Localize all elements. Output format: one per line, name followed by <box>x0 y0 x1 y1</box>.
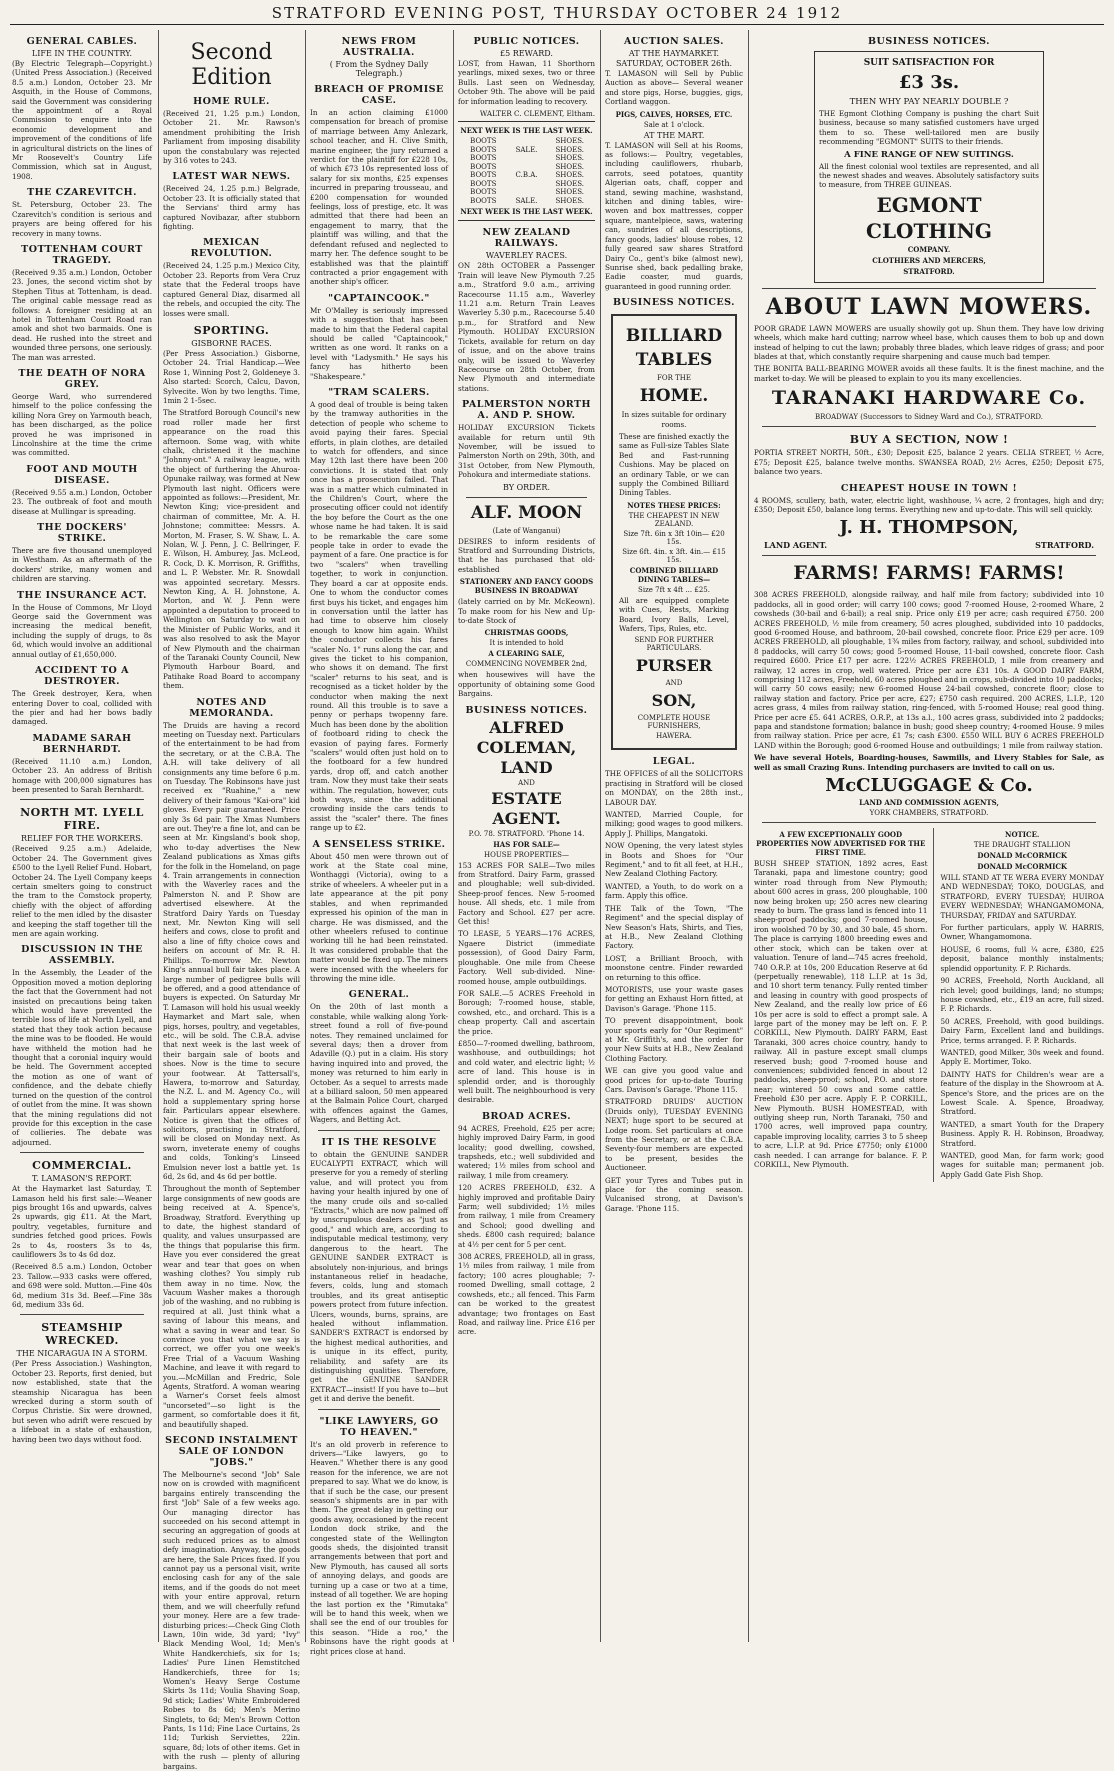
cba-cell: BOOTS <box>470 179 497 188</box>
cba-cell: SALE. <box>515 145 538 154</box>
masthead: STRATFORD EVENING POST, THURSDAY OCTOBER 24 1912 <box>271 4 843 22</box>
headline: ACCIDENT TO A DESTROYER. <box>35 665 129 688</box>
article-text: (Received 9.35 a.m.) London, October 23. Jones, the second victim shot by Stephen Titus at Tottenham, is dead. The original cable message read as follows: A foreigner residing at an hotel in Tottenham Court Road ran amok and shot two barmaids. One is dead. He rushed into the street and wounded three persons, one seriously. The man was arrested. <box>12 267 152 362</box>
lawn-mowers-title: ABOUT LAWN MOWERS. <box>765 293 1093 320</box>
coleman-title: AGENT. <box>492 808 561 828</box>
headline: GENERAL. <box>348 989 410 1001</box>
column-rule <box>305 30 306 1642</box>
headline: THE CZAREVITCH. <box>27 187 137 199</box>
classified-text: HOUSE, 6 rooms, full ¼ acre, £380, £25 deposit, balance monthly instalments; splendid opportunity. F. P. Richards. <box>940 944 1104 973</box>
advert-text: DESIRES to inform residents of Stratford and Surrounding Districts, that he has purchased that old-established <box>458 536 595 574</box>
article-text: St. Petersburg, October 23. The Czarevitch's condition is serious and prayers are being offered for his recovery in many towns. <box>12 200 152 238</box>
headline: MADAME SARAH BERNHARDT. <box>32 732 132 755</box>
article-text: (Received 11.10 a.m.) London, October 23. An address of British homage with 200,000 signatures has been presented to Sarah Bernhardt. <box>12 756 152 794</box>
reward-title: £5 REWARD. <box>500 49 553 58</box>
farms-title: FARMS! FARMS! FARMS! <box>793 562 1065 585</box>
mccluggage-name: McCLUGGAGE & Co. <box>825 775 1033 797</box>
article-text: Throughout the month of September large consignments of new goods are being received at A. Spence's, Broadway, Stratford. Everything up to date, the highest standard of quality, and values unsurpassed are the things that popularise this firm. Have you ever considered the great wear and tear that goes on when washing clothes? You simply rub them away in no time. Now, the Vacuum Washer makes a thorough job of the washing, and no rubbing is required at all. Just think what a saving of labour this means, and what a saving in wear and tear. So convince you that what we say is correct, we offer you one week's Free Trial of a Vacuum Washing Machine, and leave it with regard to you.—McMillan and Fredric, Sole Agents, Stratford. A woman wearing a Warner's Corset feels almost "uncorseted"—so light is the garment, so comfortable does it fit, and beautifully shaped. <box>163 1184 300 1429</box>
purser-town: HAWERA. <box>656 732 692 741</box>
cba-cell: BOOTS <box>470 171 497 180</box>
billiard-prices-head: NOTES THESE PRICES: <box>627 500 721 510</box>
divider <box>318 1130 440 1131</box>
coleman-title: ESTATE <box>491 788 562 808</box>
cba-banner: NEXT WEEK IS THE LAST WEEK. <box>460 207 593 217</box>
article-text: (By Electric Telegraph—Copyright.) (United Press Association.) (Received 8.5 a.m.) London, October 23. Mr Asquith, in the House of Commons, said the Government was considering the appointment of a Royal Commission to enquire into the economic development and improvement of the conditions of life in agricultural districts on the lines of Mr Roosevelt's Country Life Commission, which sat in August, 1908. <box>12 59 152 181</box>
egmont-advert <box>814 51 1044 283</box>
subheadline: ( From the Sydney Daily Telegraph.) <box>329 60 429 78</box>
article-text: The Stratford Borough Council's new road roller made her first appearance on the road this afternoon. Some wag, with white chalk, christened it the machine "Johnny-ont." A railway league, with the object of furthering the Ahuroa-Opunake railway, was formed at New Plymouth last night. Officers were appointed as follows:—President, Mr. Newton King; vice-president and chairman of committee, Mr. A. H. Johnstone; committee: Messrs. A. Morton, M. Fraser, S. W. Shaw, L. A. Nolan, W. J. Penn, J. C. Bellringer, F. E. Wilson, H. Amburey, Jas. McLeod, R. Cock, D. K. Morrison, R. Griffiths, and L. P. Webster. Mr. R. Snowdall was appointed secretary. Messrs. Newton King, A. H. Johnstone, A. Morton, and W. J. Penn were appointed a deputation to proceed to Wellington on Saturday to wait on the Minister of Public Works, and it was also resolved to ask the Mayor of New Plymouth and the chairman of the Taranaki County Council, New Plymouth Harbour Board, and Patihake Road Board to accompany them. <box>163 408 300 691</box>
listing-text: 120 ACRES FREEHOLD, £32. A highly improved and profitable Dairy Farm; well subdivided; 1½ miles from railway, 1 mile from Creamery and School; good dwelling and sheds. £800 cash required; balance at 4½ per cent for 5 per cent. <box>458 1183 595 1249</box>
subheadline: AT THE HAYMARKET. <box>628 49 720 58</box>
article-text: In the House of Commons, Mr Lloyd George said the Government was increasing the medical benefit, including the supply of drugs, to 8s 6d, which would involve an additional annual outlay of £1,650,000. <box>12 602 152 659</box>
advert-text: It is intended to hold <box>489 639 564 648</box>
section-head: AUCTION SALES. <box>624 36 724 47</box>
taranaki-hardware-name: TARANAKI HARDWARE Co. <box>771 387 1087 410</box>
article-text: In the Assembly, the Leader of the Opposition moved a motion deploring the fact that the Government had not insisted on precautions being taken which would have prevented the terrible loss of life at North Lyell, and stated that they took action because the mine was to be flooded. He would have withheld the motion had he thought that a coronial inquiry would be held. The Government accepted the motion as one of want of confidence, and the debate chiefly turned on the question of the control of outlet from the mine. It was shown that the mining regulations did not provide for this exception in the case of collieries. The debate was adjourned. <box>12 968 152 1147</box>
thompson-name: J. H. THOMPSON, <box>839 517 1019 539</box>
thompson-role: LAND AGENT. <box>764 540 828 551</box>
headline: GENERAL CABLES. <box>26 36 138 47</box>
article-text: At the Haymarket last Saturday, T. Lamason held his first sale:—Weaner pigs brought 16s and upwards, calves 2s upwards, gig £11. At the Mart, poultry, vegetables, furniture and sundries fetched good prices. Fowls 2s to 4s, roosters 3s to 4s, cauliflowers 3s to 4s 6d doz. <box>12 1184 152 1259</box>
subheadline: WAVERLEY RACES. <box>485 251 568 261</box>
cba-cell <box>505 154 548 163</box>
stallion-text: For further particulars, apply W. HARRIS, Owner, Whangamomona. <box>940 923 1104 942</box>
advert-emphasis: A CLEARING SALE, <box>488 649 565 659</box>
egmont-lead: SUIT SATISFACTION FOR <box>863 58 995 68</box>
column-rule <box>748 30 749 1642</box>
cba-cell: SHOES. <box>555 137 584 146</box>
cba-cell: SHOES. <box>555 188 584 197</box>
billiard-text: All are equipped complete with Cues, Rests, Marking Board, Ivory Balls, Level, Wafers, Tips, Rules, etc. <box>619 595 729 633</box>
egmont-town: STRATFORD. <box>903 266 955 276</box>
billiard-advert <box>611 314 737 750</box>
auction-emphasis: PIGS, CALVES, HORSES, ETC. <box>615 109 733 119</box>
egmont-range: A FINE RANGE OF NEW SUITINGS. <box>844 149 1014 160</box>
divider <box>318 1409 440 1410</box>
headline: HOME RULE. <box>193 96 270 107</box>
listing-text: 153 ACRES FOR SALE—Two miles from Stratford. Dairy Farm, grassed and ploughable; well sub-divided. Sheep-proof fences. New 5-roomed house. All sheds, etc. 1 mile from Factory and School. £27 per acre. Get this! <box>458 860 595 927</box>
purser-sub: COMPLETE HOUSE FURNISHERS, <box>637 714 711 731</box>
notice-text: LOST, a Brilliant Brooch, with moonstone centre. Finder rewarded on returning to this office. <box>605 953 743 982</box>
headline: PALMERSTON NORTH A. AND P. SHOW. <box>461 399 592 422</box>
article-text: (Per Press Association.) Washington, October 23. Reports, first denied, but now established, state that the steamship Nicaragua has been wrecked during a storm south of Corpus Christie. Six were drowned, but seven who adrift were rescued by a lifeboat in a state of exhaustion, having been two days without food. <box>12 1359 152 1444</box>
classified-text: 50 ACRES, Freehold, with good buildings. Dairy Farm, Excellent land and buildings. Price, terms arranged. F. P. Richards. <box>940 1016 1104 1045</box>
cba-row <box>458 171 595 180</box>
stallion-notices <box>940 828 1104 1182</box>
edition-title: Second Edition <box>190 40 273 90</box>
cba-row <box>458 180 595 189</box>
column-rule <box>600 30 601 1642</box>
divider <box>762 426 1096 427</box>
article-text: There are five thousand unemployed in Westham. As an aftermath of the dockers' strike, many women and children are starving. <box>12 546 152 584</box>
cba-banner: NEXT WEEK IS THE LAST WEEK. <box>460 126 593 136</box>
coleman-for-sale: HAS FOR SALE— <box>493 839 560 849</box>
cba-rows <box>458 137 595 205</box>
column-auction-sales <box>605 30 743 1642</box>
advert-emphasis: STATIONERY AND FANCY GOODS BUSINESS IN BROADWAY <box>459 577 594 596</box>
thompson-town: STRATFORD. <box>1035 540 1094 551</box>
notice-text: THE Talk of the Town, "The Regiment" and the special display of New Season's Hats, Shirts, and Ties, at H.B., New Zealand Clothing Factory. <box>605 903 743 951</box>
notice-text: GET your Tyres and Tubes put in place for the coming season. Vulcanised strong, at Davison's Garage. 'Phone 115. <box>605 1175 743 1213</box>
cba-row <box>458 188 595 197</box>
notice-text: WE can give you good value and good prices for up-to-date Touring Cars. Davison's Garage. 'Phone 115. <box>605 1066 743 1094</box>
corkill-head: A FEW EXCEPTIONALLY GOOD PROPERTIES NOW ADVERTISED FOR THE FIRST TIME. <box>756 830 926 858</box>
headline: THE DOCKERS' STRIKE. <box>37 522 127 545</box>
divider <box>762 288 1096 289</box>
notice-text: LOST, from Hawan, 11 Shorthorn yearlings, mixed sexes, two or three Bulls. Last seen on Wednesday, October 9th. The above will be paid for information leading to recovery. <box>458 59 595 106</box>
notice-signature: BY ORDER. <box>503 482 550 492</box>
billiard-title: FOR THE <box>657 374 691 383</box>
notice-text: STRATFORD DRUIDS' AUCTION (Druids only), TUESDAY EVENING NEXT; huge sport to be secured at Lodge room. Set particulars at once from the Secretary, or at the C.B.A. Seventy-four members are expected to be present, besides the Auctioneer. <box>605 1097 743 1173</box>
section-title: CHEAPEST HOUSE IN TOWN ! <box>840 482 1018 494</box>
masthead-rule <box>10 24 1104 25</box>
article-text: (Per Press Association.) Gisborne, October 24. Trial Handicap.—Wee Rose 1, Winning Post 2, Goldeneye 3. Also started: Scorch, Calcu, Davon, Sylvecite. Won by two lengths. Time, 1min 2 1-5sec. <box>163 348 300 405</box>
column-rule <box>158 30 159 1642</box>
classified-text: WANTED, good Man, for farm work; good wages for suitable man; permanent job. Apply Gadd Gate Fish Shop. <box>940 1151 1104 1179</box>
corkill-text: BUSH SHEEP STATION, 1892 acres, East Taranaki, papa and limestone country; good winter road through from New Plymouth; about 600 acres in grass, 200 ploughable, 100 now being broken up; 250 acres new clearing ready to burn. The grass land is fenced into 11 sheep-proof paddocks; good 7-roomed house, iron woolshed 70 by 30, and 30 bale, 45 shorn. The place is carrying 1800 breeding ewes and other stock, which can be taken over at valuation. Tenure of land—745 acres freehold, 740 O.R.P. at 10s, 200 Education Reserve at 6d (perpetually renewable), 118 L.I.P. at 1s 3d, and 10 short term tenancy. Fully rented timber and leasing in country with good prospects of New Zealand, and the really low price of £6 10s per acre is sold to effect a prompt sale. A large part of the money may be left on. F. P. CORKILL, New Plymouth. DAIRY FARM, East Taranaki, 300 acres choice country, handy to railway. All in pasture except small clumps reserved bush; good 7-roomed house and conveniences; subdivided fenced in about 12 paddocks, sheep-proof; school, P.O. and store near; wintered 50 cows and some cattle. Freehold £30 per acre. Apply F. P. CORKILL, New Plymouth. BUSH HOMESTEAD, with outlying sheep run, North Taranaki, 750 and 1700 acres, well improved papa country, capable improving locality, carries 3 to 5 sheep to acre, L.I.P. at 9d. Price £7750; only £1000 cash needed. I can arrange for balance. F. P. CORKILL, New Plymouth. <box>754 859 928 1170</box>
coleman-properties: HOUSE PROPERTIES— <box>484 850 569 859</box>
subheadline: T. LAMASON'S REPORT. <box>32 1174 132 1184</box>
billiard-text: These are finished exactly the same as Full-size Tables Slate Bed and Fast-running Cushions. May be placed on an ordinary Table, or we can supply the Combined Billiard Dining Tables. <box>619 431 729 498</box>
cba-row <box>458 154 595 163</box>
auction-time: Sale at 1 o'clock. <box>643 120 705 129</box>
classified-text: WANTED, good Milker, 30s week and found. Apply E. Mortimer, Toko. <box>940 1047 1104 1067</box>
cba-cell: SHOES. <box>555 154 584 163</box>
farms-note: We have several Hotels, Boarding-houses, Sawmills, and Livery Stables for Sale, as well as small Crazing Runs. Intending purchasers are invited to call on us. <box>754 753 1104 772</box>
article-text: The Melbourne's second "Job" Sale now on is crowded with magnificent bargains entirely transcending the first "Job" Sale of a few weeks ago. Our managing director has succeeded on his second attempt in securing an aggregation of goods at such reduced prices as to almost defy imagination. Anyway, the goods are here, the Sale Prices fixed. If you cannot pay us a personal visit, write enclosing cash for any of the sale items, and if the goods do not meet with your entire approval, return them, and we will cheerfully refund your money. Here are a few trade-disturbing prices:—Check Ging Cloth Lawn, 10in wide, 3d yard; "Ivy" Black Mending Wool, 1d; Men's White Handkerchiefs, six for 1s; Ladies' Pure Linen Hemstitched Handkerchiefs, three for 1s; Women's Heavy Serge Costume Skirts 3s 11d; Voulia Shaving Soap, 9d stick; Ladies' White Embroidered Robes to 8s 6d; Men's Merino Singlets, to 6d; Men's Brown Cotton Pants, 1s 11d; Fine Lace Curtains, 2s 11d; Turkish Serviettes, 22in. square, 8d; lots of other items. Get in with the rush — plenty of alluring bargains. <box>163 1470 300 1771</box>
headline: THE INSURANCE ACT. <box>16 589 147 601</box>
divider <box>466 497 587 498</box>
cba-cell: BOOTS <box>470 162 497 171</box>
stallion-head: THE DRAUGHT STALLION <box>973 841 1071 850</box>
column-rule <box>933 828 934 1182</box>
column-second-edition <box>163 30 300 1771</box>
purser-title: SON, <box>651 691 697 711</box>
mccluggage-trade: LAND AND COMMISSION AGENTS, <box>859 798 999 808</box>
article-text: The Greek destroyer, Kera, when entering Dover to coal, collided with the pier and had her bows badly damaged. <box>12 689 152 727</box>
auction-text: T. LAMASON will Sell at his Rooms, as follows:— Poultry, vegetables, including cauliflowers, rhubarb, carrots, seed potatoes, quantity Algerian oats, chaff, copper and stand, sewing machine, washstand, kitchen and dining tables, wire-woven and box mattresses, copper square, mantelpiece, saws, watering can, sundries of all descriptions, fancy goods, ladies' blouse robes, 12 fully geared saw shares Stratford Dairy Co., gent's bike (almost new), Sunrise shed, back pedalling brake, Eadie coaster, mud guards, guaranteed in good running order. <box>605 140 743 291</box>
section-head: BUSINESS NOTICES. <box>613 297 735 309</box>
headline: A SENSELESS STRIKE. <box>312 838 446 850</box>
house-listing: 4 ROOMS, scullery, bath, water, electric light, washhouse, ¼ acre, 2 frontages, high and dry; £350; Deposit £50, balance long terms. Everything new and up-to-date. This will sell quickly. <box>754 495 1104 514</box>
cba-cell <box>505 163 548 172</box>
cba-cell: SHOES. <box>555 171 584 180</box>
lawn-mowers-text: POOR GRADE LAWN MOWERS are usually showily got up. Shun them. They have low driving wheels, which make hard cutting; narrow wheel base, which causes them to bob up and down instead of helping to cut the lawn; probably three blades, which leave ridges of grass; and poor blades at that, which constantly require sharpening and cause much bad temper. <box>754 323 1104 362</box>
billiard-price: Size 7ft. 6in x 3ft 10in— £20 15s. <box>623 529 725 546</box>
stallion-text: WILL STAND AT TE WERA EVERY MONDAY AND WEDNESDAY; TOKO, DOUGLAS, and STRATFORD, EVERY TUESDAY; HUIROA EVERY WEDNESDAY; WHANGAMOMONA, THURSDAY, FRIDAY and SATURDAY. <box>940 873 1104 920</box>
advert-text: It's an old proverb in reference to drivers—"Like lawyers, go to Heaven." Whether there is any good reason for the inference, we are not prepared to say. What we do know, is that if such be the case, our present season's shipments are in par with them. The great delay in getting our goods away, occasioned by the recent London dock strike, and the congested state of the Wellington goods sheds, the disjointed transit arrangements between that port and New Plymouth, has caused all sorts of annoying delays, and goods are turning up a case or two at a time, instead of all together. We are hoping the last portion ex the "Rimutaka" will be to hand this week, when we shall see the end of our troubles for this season. "Hide a roo," the Robinsons have the right goods at right prices close at hand. <box>310 1439 448 1656</box>
auction-text: T. LAMASON will Sell by Public Auction as above— Several weaner and store pigs, Horse, buggies, gigs, Cortland waggon. <box>605 69 743 107</box>
section-head: BUSINESS NOTICES. <box>465 704 588 716</box>
cba-cell: BOOTS <box>470 188 497 197</box>
divider <box>762 555 1096 556</box>
listing-text: TO LEASE, 5 YEARS—176 ACRES, Ngaere District (immediate possession), of Good Dairy Farm, ploughable. One mile from Cheese Factory. Well sub-divided. Nine-roomed house, ample outbuildings. <box>458 929 595 986</box>
cba-cell: SHOES. <box>555 179 584 188</box>
egmont-company: COMPANY. <box>907 244 951 254</box>
headline: NOTES AND MEMORANDA. <box>189 696 274 719</box>
bottom-split <box>754 828 1104 1182</box>
column-news-from-australia <box>310 30 448 1656</box>
column-general-cables <box>12 30 152 1642</box>
headline: "CAPTAINCOOK." <box>328 292 430 304</box>
notice-text: MOTORISTS, use your waste gases for getting an Exhaust Horn fitted, at Davison's Garage. 'Phone 115. <box>605 984 743 1013</box>
headline: "LIKE LAWYERS, GO TO HEAVEN." <box>319 1415 439 1438</box>
notice-text: WANTED, a Youth, to do work on a farm. Apply this office. <box>605 881 743 901</box>
column-public-notices <box>458 30 595 1642</box>
coleman-title: LAND <box>500 757 553 777</box>
cba-cell: BOOTS <box>470 137 497 146</box>
cba-cell: BOOTS <box>470 145 497 154</box>
section-listing: PORTIA STREET NORTH, 50ft., £30; Deposit £25, balance 2 years. CELIA STREET, ½ Acre, £75; Deposit £25, balance twelve months. SWANSEA ROAD, 2½ Acres, £250; Deposit £75, balance two years. <box>754 448 1104 477</box>
cba-cell: BOOTS <box>470 154 497 163</box>
notice-text: NOW Opening, the very latest styles in Boots and Shoes for "Our Regiment," and to fit all feet, at H.H., New Zealand Clothing Factory. <box>605 841 743 879</box>
notice-text: TO prevent disappointment, book your sports early for "Our Regiment" at Mr. Griffith's, and the order for your New Suits at H.B., New Zealand Clothing Factory. <box>605 1016 743 1063</box>
article-text: (Received 8.5 a.m.) London, October 23. Tallow.—933 casks were offered, and 698 were sold. Mutton.—Fine 40s 6d, medium 31s 3d. Beef.—Fine 38s 6d, medium 33s 6d. <box>12 1262 152 1309</box>
purser-title: AND <box>665 679 683 688</box>
cba-cell: SHOES. <box>555 145 584 154</box>
headline: SPORTING. <box>193 323 270 337</box>
advertiser-sub: (Late of Wanganui) <box>492 526 561 535</box>
column-business-notices <box>754 30 1104 1642</box>
billiard-text: COMBINED BILLIARD DINING TABLES— <box>629 565 719 584</box>
article-text: (Received 24, 1.25 p.m.) Mexico City, October 23. Reports from Vera Cruz state that the Federal troops have captured General Diaz, disarmed all the rebels, and occupied the city. The losses were small. <box>163 261 300 318</box>
headline: DISCUSSION IN THE ASSEMBLY. <box>21 944 143 967</box>
egmont-text: All the finest colonial wool textiles are represented, and all the newest shades and weaves. Absolutely satisfactory suits to measure, from THREE GUINEAS. <box>819 161 1039 190</box>
stallion-name: DONALD McCORMICK <box>977 851 1068 861</box>
section-head: BUSINESS NOTICES. <box>868 36 990 47</box>
subheadline: LIFE IN THE COUNTRY. <box>31 49 133 58</box>
cba-cell <box>505 180 548 189</box>
farms-listing: 308 ACRES FREEHOLD, alongside railway, and half mile from factory; subdivided into 10 paddocks, all in good order; will carry 100 cows; good 7-roomed House, 2-roomed Whare, 2 cowsheds (30-bail and 6-bail); a real snip. Price only £19 per acre; cash required £750. 200 ACRES FREEHOLD, ½ mile from creamery, 50 acres ploughed, subdivided into 10 paddocks, good 6-roomed House, and bathroom, 20-bail cowshed, concrete floor. Price £29 per acre. 109 ACRES FREEHOLD, all ploughable, 1¾ miles from factory, railway, and school, subdivided into 8 paddocks, will carry 50 cows; good 5-roomed House, 11-bail cowshed, concrete floor. Cash required £600. Price £17 per acre. 122½ ACRES FREEHOLD, 1 mile from creamery and railway, 12 acres in crop, well watered. Price per acre £31 10s. A GOOD DAIRY FARM, comprising 112 acres, Freehold, 60 acres ploughed and in crops, sub-divided into 10 paddocks; will carry 50 cows easily; new 6-roomed House 24-bail cowshed, concrete floor; close to railway station and factory. Price per acre, £27; £750 cash required. 200 ACRES, L.I.P., 120 acres grass, 4 miles from railway station, ring-fenced, with 5-roomed House; real good thing. Price per acre £5. 641 ACRES, O.R.P., at 13s a.l., 100 acres grass, subdivided into 2 paddocks; papa and standstone formation; balance in bush; good sheep country; 4-roomed House. 9 miles from railway station. Price per acre, £1 7s; cash £300. £550 WILL BUY 6 ACRES FREEHOLD LAND within the Borough; good 6-roomed House and outbuildings; 1 mile from railway station. <box>754 590 1104 750</box>
billiard-text: THE CHEAPEST IN NEW ZEALAND. <box>628 511 720 528</box>
cba-row <box>458 146 595 155</box>
classified-text: WANTED, a smart Youth for the Drapery Business. Apply R. H. Robinson, Broadway, Stratford. <box>940 1119 1104 1148</box>
subheadline: AT THE MART. <box>643 130 705 140</box>
divider <box>20 1314 144 1315</box>
advert-text: COMMENCING NOVEMBER 2nd, <box>465 660 588 669</box>
stallion-name: DONALD McCORMICK <box>977 862 1068 872</box>
billiard-title: BILLIARD <box>625 326 723 347</box>
article-text: About 450 men were thrown out of work at the State coal mine, Wonthaggi (Victoria), owing to a strike of wheelers. A wheeler put in a late appearance at the pit pony stables, and when reprimanded expressed his opinion of the man in charge. He was dismissed, and the other wheelers refused to continue working till he had been reinstated. It was considered probable that the matter would be fixed up. The miners were incensed with the wheelers for throwing the mine idle. <box>310 851 448 983</box>
listing-text: FOR SALE.—5 ACRES Freehold in Borough; 7-roomed house, stable, cowshed, etc., and orchard. This is a cheap property. Call and ascertain the price. <box>458 988 595 1036</box>
billiard-text: In sizes suitable for ordinary rooms. <box>621 410 727 429</box>
article-text: On the 20th of last month a constable, while walking along York-street found a roll of five-pound notes. They remained unclaimed for several days; then a drover from Adaville (Q.) put in a claim. His story having inquired into and proved, the money was returned to him early in October. As a sequel to arrests made at a billiard saloon, 50 men appeared at the Balmain Police Court, charged with offences against the Games, Wagers, and Betting Act. <box>310 1002 448 1125</box>
listing-text: £850—7-roomed dwelling, bathroom, washhouse, and outbuildings; hot and cold water, and electric light; ½ acre of land. This house is in splendid order, and is thoroughly well built. The neighbourhood is very desirable. <box>458 1038 595 1105</box>
headline: FOOT AND MOUTH DISEASE. <box>26 463 138 486</box>
advert-text: to obtain the GENUINE SANDER EUCALYPTI EXTRACT, which will preserve for you a remedy of sterling value, and will protect you from having your health injured by one of the many crude oils and so-called "Extracts," which are now palmed off by unscrupulous dealers as "just as good," and which are, according to indisputable medical testimony, very dangerous to the heart. The GENUINE SANDER EXTRACT is absolutely non-injurious, and brings instantaneous relief in headache, fevers, colds, lung and stomach troubles, and its great antiseptic powers protect from future infection. Ulcers, wounds, burns, sprains, are healed without inflammation. SANDER'S EXTRACT is endorsed by the highest medical authorities, and is unique in its effect, purity, reliability, and safety are its distinguishing qualities. Therefore, get the GENUINE SANDER EXTRACT—insist! If you have to—but get it and derive the benefit. <box>310 1149 448 1404</box>
article-text: Mr O'Malley is seriously impressed with a suggestion that has been made to him that the Federal capital should be called "Captaincook," written as one word. It ranks on a level with "Ladysmith." He says his fancy has hitherto been "Shakespeare." <box>310 305 448 381</box>
advert-text: when housewives will have the opportunity of obtaining some Good Bargains. <box>458 670 595 699</box>
headline: LATEST WAR NEWS. <box>172 171 291 183</box>
divider <box>20 799 144 800</box>
notice-head: NOTICE. <box>1005 830 1040 840</box>
notice-text: ON 28th OCTOBER a Passenger Train will leave New Plymouth 7.25 a.m., Stratford 9.0 a.m., arriving Racecourse 11.15 a.m., Waverley 11.21 a.m. Return Train Leaves Waverley 5.30 p.m., Racecourse 5.40 p.m., for Stratford and New Plymouth. HOLIDAY EXCURSION Tickets, available for return on day of issue, and on the above trains only, will be issued to Waverley Racecourse on 28th October, from New Plymouth and intermediate stations. <box>458 261 595 393</box>
billiard-price: Size 6ft. 4in. x 3ft. 4in.— £15 15s. <box>622 547 726 564</box>
headline: NEWS FROM AUSTRALIA. <box>341 36 417 58</box>
cba-row <box>458 137 595 146</box>
headline: IT IS THE RESOLVE <box>321 1136 437 1148</box>
egmont-question: THEN WHY PAY NEARLY DOUBLE ? <box>849 97 1009 107</box>
article-text: George Ward, who surrendered himself to the police confessing the killing Nora Grey on Yarmouth beach, has been discharged, as the police proved he was imprisoned in Lincolnshire at the time the crime was committed. <box>12 391 152 458</box>
article-text: A good deal of trouble is being taken by the tramway authorities in the detection of people who scheme to avoid paying their fares. Special efforts, in plain clothes, are detailed to watch for offenders, and since May 12th last there have been 200 convictions. It is stated that only once has a prosecution failed. That was in a matter which culminated in the Children's Court, where the prosecuting officer could not identify the boy before the Court as the one whose name he had taken. It is said to be remarkable the care some people take in order to evade the payment of a fare. One practice is for two "scalers" when travelling together, to work in conjunction. They board a car at opposite ends. One to whom the conductor comes first buys his ticket, and engages him in conversation until the latter has had time to observe him closely enough to know him again. Whilst the conductor collects his fares "scaler No. 1" runs along the car, and gives the ticket to his companion, who shows it on demand. The first "scaler" returns to his seat, and is recognised as a ticket holder by the conductor when making the next round. All this trouble is to save a penny or perhaps twopenny fare. Much has been done by the abolition of footboard riding to check the evasion of paying fares. Formerly "scalers" would often just hold on to the footboard for a few hundred yards, drop off, and catch another tram. Now they must take their seats within. The regulation, however, cuts both ways, since the additional crowding inside the cars tends to assist the "scaler" there. The fines range up to £2. <box>310 399 448 833</box>
advert-text: (lately carried on by Mr. McKeown). To make room for his New and Up-to-date Stock of <box>458 597 595 625</box>
cba-cell: SALE. <box>515 196 538 205</box>
classified-text: DAINTY HATS for Children's wear are a feature of the display in the Showroom at A. Spence's Store, and the prices are on the Lowest Scale. A. Spence, Broadway, Stratford. <box>940 1069 1104 1117</box>
headline: THE DEATH OF NORA GREY. <box>18 367 146 390</box>
headline: MEXICAN REVOLUTION. <box>190 237 273 260</box>
thompson-footer <box>754 540 1104 550</box>
headline: BREACH OF PROMISE CASE. <box>314 84 444 106</box>
subheadline: SATURDAY, OCTOBER 26th. <box>615 59 733 68</box>
cba-cell <box>505 137 548 146</box>
notice-text: WANTED, Married Couple, for milking; good wages to good milkers. Apply J. Phillips, Mangatoki. <box>605 810 743 838</box>
subheadline: GISBORNE RACES. <box>191 338 272 348</box>
article-text: The Druids are having a record meeting on Tuesday next. Particulars of the entertainment to be had from the secretary, or at the C.B.A. The A.H. will take delivery of all consignments any time before 6 p.m. on Tuesday. The Robinsons have just received ex "Ruahine," a new delivery of their famous "Kai-ora" kid gloves. Every pair guaranteed. Price only 3s 6d pair. The Xmas Numbers are out. They're a fine lot, and can be seen at Mr. Kingsland's book shop, who to-day advertises the New Zealand publications as Xmas gifts for the folk in the Homeland, on page 4. Train arrangements in connection with the Waverley races and the Palmerston N. and P. Show are advertised elsewhere. At the Stratford Dairy Yards on Tuesday next, Mr. Newton King will sell heifers and cows, close to profit and also a line of fifty choice cows and heifers on account of Mr. R. H. Phillips. To-morrow Mr. Newton King's annual bull fair takes place. A large number of pedigree bulls will be offered, and a good attendance of buyers is expected. On Saturday Mr T. Lamason will hold his usual weekly Haymarket and Mart sale, when pigs, horses, poultry, and vegetables, etc., will be sold. The C.B.A. advise that next week is the last week of their bargain sale of boots and shoes. Now is the time to secure your footwear. At Tattersall's, Hawera, to-morrow and Saturday, the N.Z. L. and M. Agency Co., will hold a supplementary spring horse fair. Particulars appear elsewhere. Notice is given that the offices of solicitors, practising in Stratford, will be closed on Monday next. As sworn, inveterate enemy of coughs and colds, Tonking's Linseed Emulsion never lost a battle yet. 1s 6d, 2s 6d, and 4s 6d per bottle. <box>163 720 300 1182</box>
billiard-title: HOME. <box>639 386 709 407</box>
cba-row <box>458 163 595 172</box>
taranaki-hardware-address: BROADWAY (Successors to Sidney Ward and Co.), STRATFORD. <box>814 413 1044 422</box>
subheadline: RELIEF FOR THE WORKERS. <box>20 834 144 844</box>
section-head: PUBLIC NOTICES. <box>473 36 580 47</box>
column-rule <box>453 30 454 1642</box>
coleman-title: COLEMAN, <box>476 737 577 757</box>
cba-advert <box>458 121 595 221</box>
headline: "TRAM SCALERS. <box>328 386 430 398</box>
cba-cell: SHOES. <box>555 162 584 171</box>
purser-title: PURSER <box>635 656 713 676</box>
advert-emphasis: CHRISTMAS GOODS, <box>484 628 569 638</box>
billiard-price: Size 7ft x 4ft ... £25. <box>638 585 710 594</box>
cba-cell <box>505 188 548 197</box>
billiard-text: SEND FOR FURTHER PARTICULARS. <box>634 636 714 653</box>
article-text: (Received 9.25 a.m.) Adelaide, October 24. The Government gives £500 to the Lyell Relief Fund. Hobart, October 24. The Lyell Company keeps certain smelters going to construct the tram to the Comstock property, chiefly with the object of affording relief to the men idled by the disaster and keeping the staff together till the men are again working. <box>12 844 152 938</box>
classified-text: 90 ACRES, Freehold, North Auckland, all rich level; good buildings, land; no stumps; house cowshed, etc., £19 an acre, full sized. F. P. Richards. <box>940 976 1104 1014</box>
headline: NORTH MT. LYELL FIRE. <box>20 806 144 833</box>
cba-cell: SHOES. <box>555 196 584 205</box>
headline: STEAMSHIP WRECKED. <box>41 1321 123 1348</box>
listing-text: 308 ACRES, FREEHOLD, all in grass, 1½ miles from railway, 1 mile from factory; 100 acres ploughable; 7-roomed Dwelling, small cottage, 2 cowsheds, etc.; all fenced. This Farm can be worked to the greatest advantage; two frontages on East Road, and railway line. Price £16 per acre. <box>458 1252 595 1337</box>
divider <box>20 1152 144 1153</box>
cba-cell: BOOTS <box>470 196 497 205</box>
cba-cell: C.B.A. <box>515 171 538 180</box>
article-text: (Received 9.55 a.m.) London, October 23. The outbreak of foot and mouth disease at Mullingar is spreading. <box>12 487 152 516</box>
article-text: (Received 24, 1.25 p.m.) Belgrade, October 23. It is officially stated that the Servians' third army has captured Novibazar, after stubborn fighting. <box>163 184 300 232</box>
listing-text: 94 ACRES, Freehold, £25 per acre; highly improved Dairy Farm, in good locality; good dwelling, cowshed, trapsheds, etc.; well subdivided and watered; 1½ miles from school and railway, 1 mile from creamery. <box>458 1123 595 1180</box>
article-text: (Received 21, 1.25 p.m.) London, October 21. Mr. Rawson's amendment prohibiting the Irish Parliament from imposing disability upon the constabulary was rejected by 316 votes to 243. <box>163 109 300 166</box>
egmont-name: CLOTHING <box>866 218 992 243</box>
egmont-name: EGMONT <box>876 192 982 217</box>
notice-text: HOLIDAY EXCURSION Tickets available for return until 9th November, will be issued to Palmerston North on 29th, 30th, and 31st October, from New Plymouth, Pohokura and intermediate stations. <box>458 423 595 480</box>
headline: COMMERCIAL. <box>32 1159 132 1173</box>
coleman-title: AND <box>518 778 535 787</box>
notice-signature: WALTER C. CLEMENT, Eltham. <box>479 109 595 119</box>
headline: BROAD ACRES. <box>481 1110 571 1122</box>
headline: SECOND INSTALMENT SALE OF LONDON "JOBS." <box>165 1435 298 1468</box>
notice-text: THE OFFICES of all the SOLICITORS practising in Stratford will be closed on MONDAY, on the 28th inst., LABOUR DAY. <box>605 769 743 807</box>
corkill-listings <box>754 828 927 1182</box>
divider <box>762 822 1096 823</box>
section-head: LEGAL. <box>652 756 696 768</box>
section-title: BUY A SECTION, NOW ! <box>849 433 1009 447</box>
coleman-title: ALFRED <box>489 717 564 737</box>
cba-row <box>458 197 595 206</box>
coleman-address: P.O. 78. STRATFORD. 'Phone 14. <box>468 829 585 838</box>
headline: TOTTENHAM COURT TRAGEDY. <box>21 243 143 266</box>
subheadline: THE NICARAGUA IN A STORM. <box>16 1349 148 1359</box>
advertiser-name: ALF. MOON <box>470 502 583 523</box>
headline: NEW ZEALAND RAILWAYS. <box>482 227 571 250</box>
mccluggage-address: YORK CHAMBERS, STRATFORD. <box>869 809 989 818</box>
billiard-title: TABLES <box>635 350 713 371</box>
egmont-trade: CLOTHIERS AND MERCERS, <box>872 255 986 265</box>
article-text: In an action claiming £1000 compensation for breach of promise of marriage between Amy Anlezark, school teacher, and H. Clive Smith, marine engineer, the jury returned a verdict for the plaintiff for £228 10s, of which £73 10s represented loss of salary for six months, £25 expenses incurred in preparing trousseau, and £200 compensation for wounded feelings, loss of prestige, etc. It was admitted that there had been an engagement to marry, that the plaintiff was willing, and that the defendant refused and neglected to marry her. The defence sought to be established was that the plaintiff contracted a prior engagement with another ship's officer. <box>310 108 448 287</box>
lawn-mowers-text: THE BONITA BALL-BEARING MOWER avoids all these faults. It is the finest machine, and the market to-day. We will be pleased to explain to you its many excellencies. <box>754 364 1104 383</box>
egmont-price: £3 3s. <box>898 72 960 93</box>
egmont-text: THE Egmont Clothing Company is pushing the chart Suit business, because so many satisfied customers have urged them to so. These well-tailored men are busily recommending "EGMONT" SUITS to their friends. <box>819 109 1039 147</box>
